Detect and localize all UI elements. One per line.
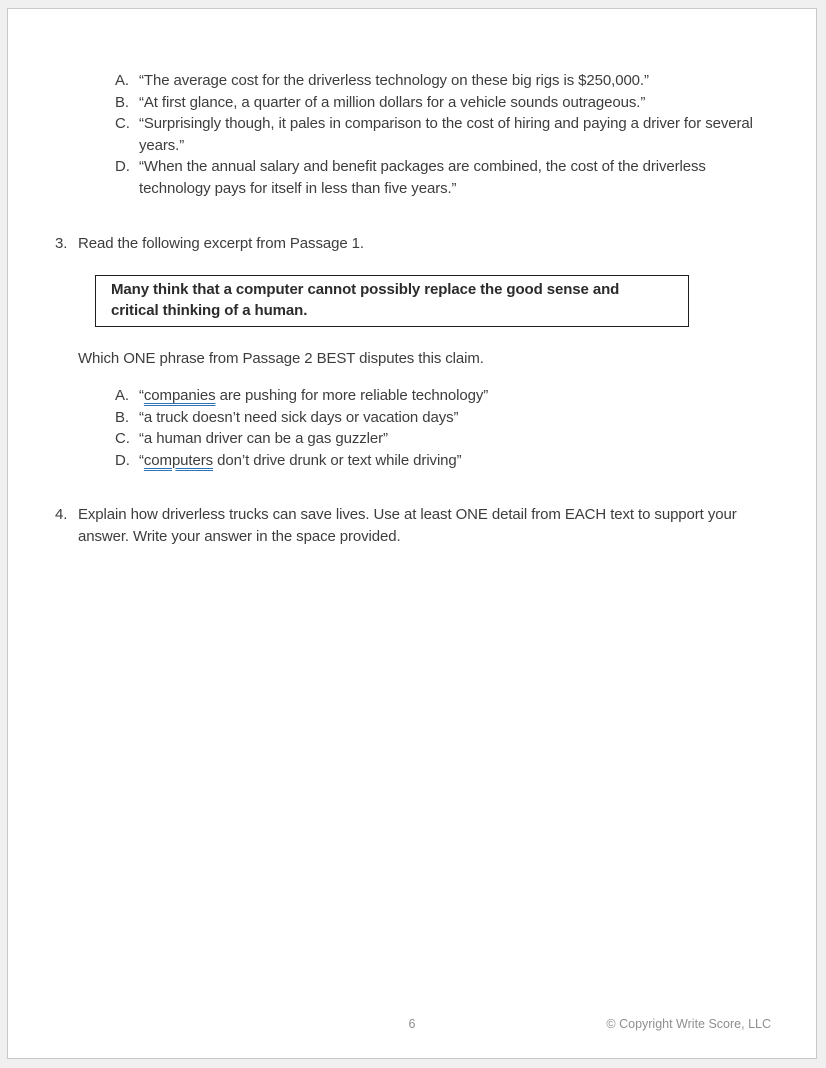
- choice-letter: C.: [115, 115, 130, 132]
- choice-letter: A.: [115, 387, 129, 404]
- answer-choice-d: [115, 450, 689, 472]
- page-number: 6: [408, 1017, 416, 1031]
- document-page: [7, 8, 817, 1059]
- choice-text: “When the annual salary and benefit packages are combined, the cost of the driverless technology pays for itself in less than five years.”: [139, 158, 706, 197]
- question-number: 3.: [55, 235, 68, 252]
- answer-choice-b: [115, 92, 753, 114]
- underlined-word: computers: [143, 451, 214, 469]
- question-number: 4.: [55, 506, 68, 523]
- copyright-notice: © Copyright Write Score, LLC: [606, 1017, 771, 1031]
- choice-text: “computers don’t drive drunk or text while driving”: [139, 451, 462, 469]
- answer-choice-a: [115, 385, 689, 407]
- question-4-prompt-row: [55, 504, 737, 547]
- choice-text: “The average cost for the driverless technology on these big rigs is $250,000.”: [139, 72, 649, 89]
- question-3-prompt-row: [55, 233, 689, 255]
- choice-text: “At first glance, a quarter of a million dollars for a vehicle sounds outrageous.”: [139, 93, 646, 111]
- choice-letter: C.: [115, 430, 130, 447]
- answer-choices-q2: [115, 70, 753, 199]
- answer-choices-q3: [115, 385, 689, 471]
- answer-choice-b: [115, 407, 689, 429]
- choice-text: “companies are pushing for more reliable technology”: [139, 387, 489, 404]
- choice-text: “Surprisingly though, it pales in comparison to the cost of hiring and paying a driver for several years.”: [139, 115, 753, 154]
- question-3: [55, 233, 689, 471]
- question-prompt: Explain how driverless trucks can save lives. Use at least ONE detail from EACH text to support your answer. Write your answer in the space provided.: [78, 506, 737, 545]
- question-prompt: Read the following excerpt from Passage 1.: [78, 235, 364, 252]
- choice-letter: D.: [115, 158, 130, 175]
- question-stem: Which ONE phrase from Passage 2 BEST disputes this claim.: [78, 349, 484, 367]
- answer-choice-d: [115, 156, 753, 199]
- underlined-word: companies: [143, 387, 216, 404]
- choice-letter: D.: [115, 451, 130, 469]
- answer-choice-a: [115, 70, 753, 92]
- answer-choice-c: [115, 428, 689, 450]
- choice-letter: B.: [115, 408, 129, 426]
- question-4: [55, 504, 737, 547]
- choice-text: “a truck doesn’t need sick days or vacation days”: [139, 408, 459, 426]
- choice-text: “a human driver can be a gas guzzler”: [139, 430, 388, 447]
- answer-choice-c: [115, 113, 753, 156]
- excerpt-box: [95, 275, 689, 327]
- choice-letter: B.: [115, 93, 129, 111]
- excerpt-text: Many think that a computer cannot possibly replace the good sense and: [111, 280, 620, 298]
- choice-letter: A.: [115, 72, 129, 89]
- excerpt-text: critical thinking of a human.: [111, 302, 308, 319]
